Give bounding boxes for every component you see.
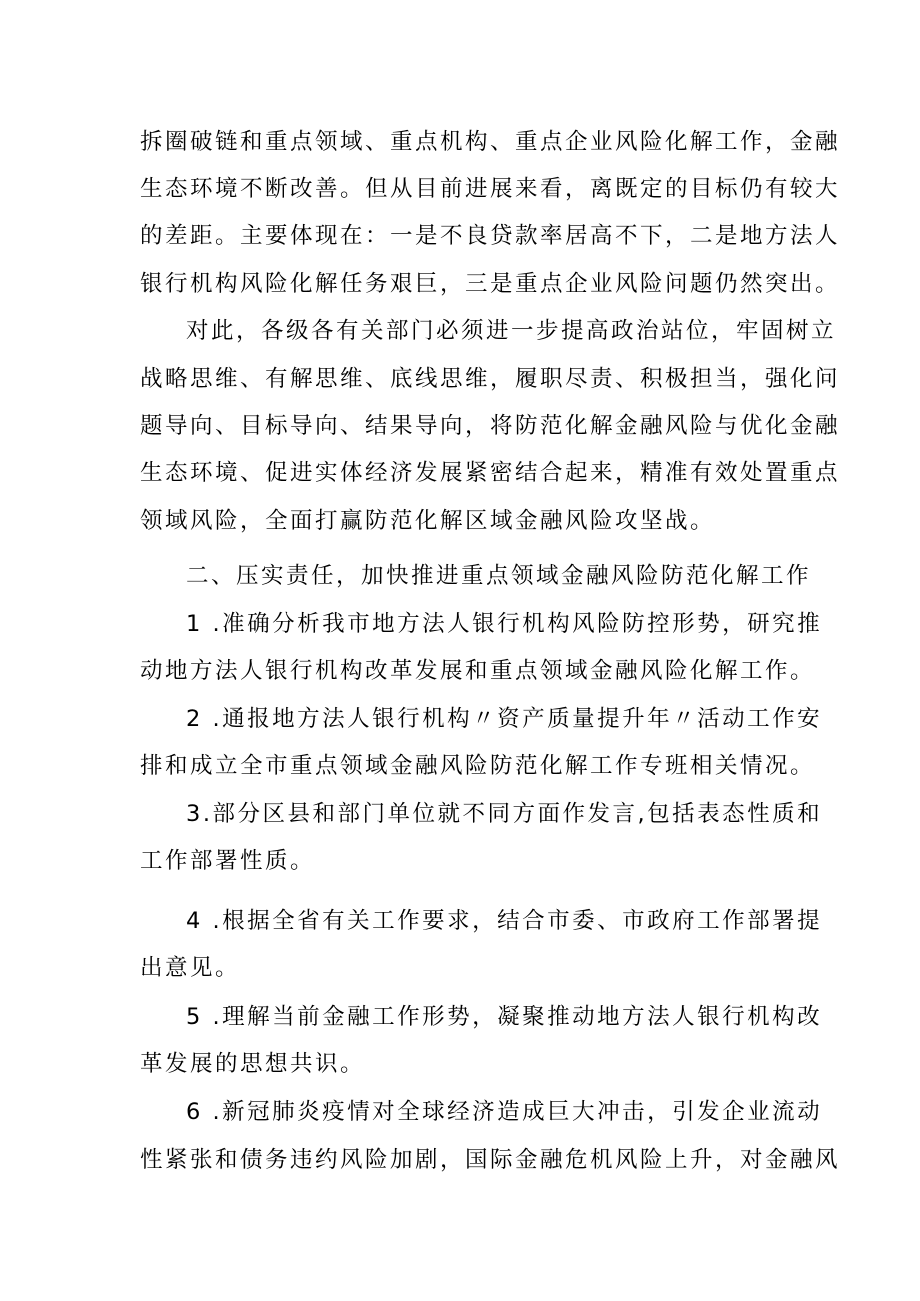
list-item-line: 2 .通报地方法人银行机构〃资产质量提升年〃活动工作安 [186, 706, 823, 732]
paragraph-line: 领域风险，全面打赢防范化解区域金融风险攻坚战。 [140, 508, 716, 534]
paragraph-line: 生态环境不断改善。但从目前进展来看，离既定的目标仍有较大 [140, 176, 841, 202]
paragraph-line: 对此，各级各有关部门必须进一步提高政治站位，牢固树立 [186, 318, 837, 344]
paragraph-line: 题导向、目标导向、结果导向，将防范化解金融风险与优化金融 [140, 413, 841, 439]
list-item-line: 5 .理解当前金融工作形势，凝聚推动地方法人银行机构改 [186, 1004, 823, 1030]
section-heading: 二、压实责任，加快推进重点领域金融风险防范化解工作 [186, 563, 812, 589]
list-item-line: 1 .准确分析我市地方法人银行机构风险防控形势，研究推 [186, 611, 823, 637]
list-item-line: 6 .新冠肺炎疫情对全球经济造成巨大冲击，引发企业流动 [186, 1099, 823, 1125]
list-item-line: 排和成立全市重点领域金融风险防范化解工作专班相关情况。 [140, 753, 816, 779]
paragraph-line: 的差距。主要体现在：一是不良贷款率居高不下，二是地方法人 [140, 223, 841, 249]
list-item-line: 3.部分区县和部门单位就不同方面作发言,包括表态性质和 [186, 801, 823, 827]
paragraph-line: 战略思维、有解思维、底线思维，履职尽责、积极担当，强化问 [140, 366, 841, 392]
list-item-line: 4 .根据全省有关工作要求，结合市委、市政府工作部署提 [186, 908, 823, 934]
paragraph-line: 拆圈破链和重点领域、重点机构、重点企业风险化解工作，金融 [140, 129, 841, 155]
list-item-line: 革发展的思想共识。 [140, 1051, 366, 1077]
paragraph-line: 银行机构风险化解任务艰巨，三是重点企业风险问题仍然突出。 [140, 271, 841, 297]
paragraph-line: 生态环境、促进实体经济发展紧密结合起来，精准有效处置重点 [140, 460, 841, 486]
list-item-line: 出意见。 [140, 955, 241, 981]
list-item-line: 动地方法人银行机构改革发展和重点领域金融风险化解工作。 [140, 658, 816, 684]
list-item-line: 工作部署性质。 [140, 848, 316, 874]
list-item-line: 性紧张和债务违约风险加剧，国际金融危机风险上升，对金融风 [140, 1147, 841, 1173]
